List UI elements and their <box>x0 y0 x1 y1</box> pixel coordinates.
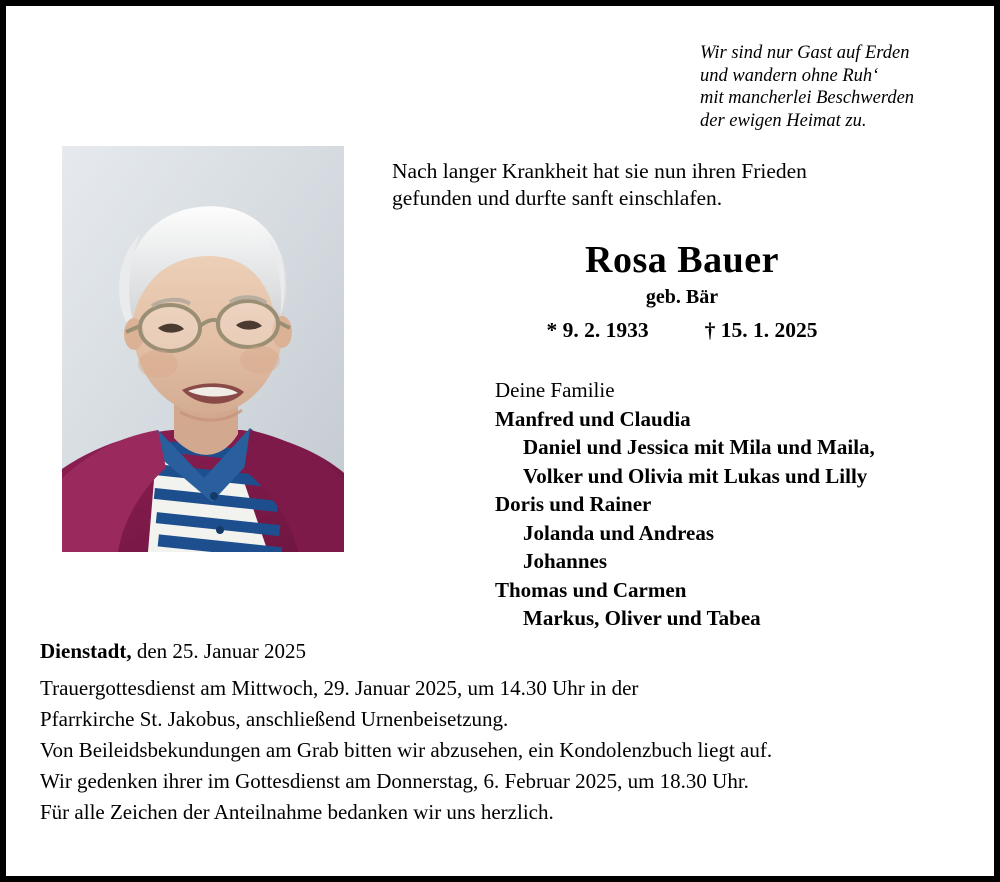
verse-line-1: Wir sind nur Gast auf Erden <box>700 43 910 63</box>
list-item: Jolanda und Andreas <box>523 520 715 545</box>
portrait-photo <box>62 146 344 552</box>
verse-line-4: der ewigen Heimat zu. <box>700 110 867 131</box>
notice-date: den 25. Januar 2025 <box>131 639 306 663</box>
list-item: Volker und Olivia mit Lukas und Lilly <box>523 463 868 488</box>
portrait-illustration <box>62 146 344 552</box>
list-item: Johannes <box>523 549 608 573</box>
list-item: Manfred und Claudia <box>495 406 691 431</box>
service-line-2: Pfarrkirche St. Jakobus, anschließend Urnenbeisetzung. <box>40 707 509 731</box>
intro-line-2: gefunden und durfte sanft einschlafen. <box>392 186 723 210</box>
family-list <box>495 376 875 633</box>
thanks-note: Für alle Zeichen der Anteilnahme bedanken wir uns herzlich. <box>40 800 554 824</box>
verse-line-2: und wandern ohne Ruh‘ <box>700 65 879 86</box>
list-item: Daniel und Jessica mit Mila und Maila, <box>523 435 875 459</box>
condolence-note: Von Beileidsbekundungen am Grab bitten wir abzusehen, ein Kondolenzbuch liegt auf. <box>40 738 773 762</box>
place-and-date <box>40 636 970 667</box>
deceased-name-block <box>392 238 972 344</box>
death-date: † 15. 1. 2025 <box>704 318 818 342</box>
list-item: Markus, Oliver und Tabea <box>523 606 761 630</box>
place-label: Dienstadt, <box>40 639 132 663</box>
deceased-maiden-name: geb. Bär <box>645 286 719 308</box>
memorial-service-note: Wir gedenken ihrer im Gottesdienst am Donnerstag, 6. Februar 2025, um 18.30 Uhr. <box>40 769 749 793</box>
service-details <box>40 636 970 828</box>
deceased-name: Rosa Bauer <box>585 239 779 281</box>
birth-date: * 9. 2. 1933 <box>546 318 649 342</box>
intro-line-1: Nach langer Krankheit hat sie nun ihren Frieden <box>392 159 807 183</box>
memorial-verse <box>700 42 914 132</box>
life-dates <box>392 316 972 344</box>
intro-text <box>392 158 807 212</box>
verse-line-3: mit mancherlei Beschwerden <box>700 88 915 108</box>
list-item: Doris und Rainer <box>495 492 652 516</box>
family-heading: Deine Familie <box>495 378 615 402</box>
obituary-inner <box>6 6 994 876</box>
service-line-1: Trauergottesdienst am Mittwoch, 29. Januar 2025, um 14.30 Uhr in der <box>40 676 639 700</box>
list-item: Thomas und Carmen <box>495 577 687 602</box>
